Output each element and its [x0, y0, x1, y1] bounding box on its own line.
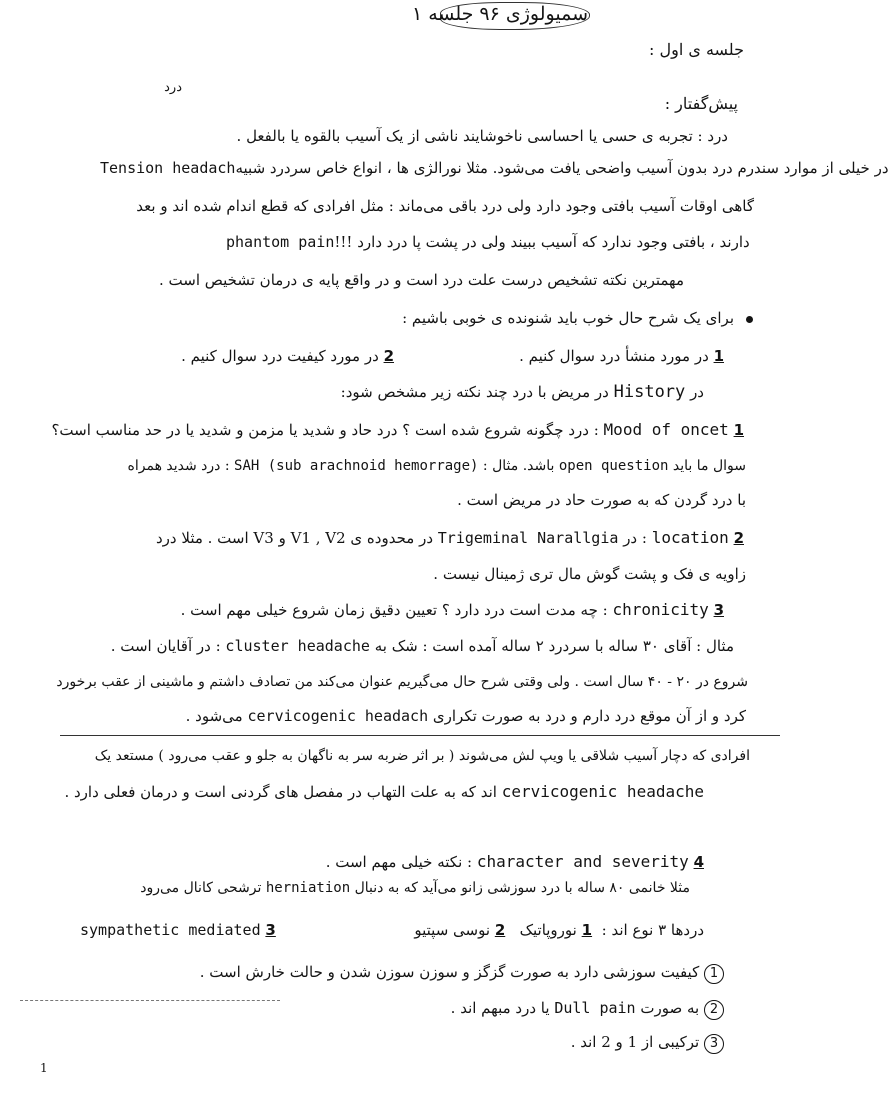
- item-mode-line-3: با درد گردن که به صورت حاد در مریض است .: [457, 491, 746, 509]
- item-chronicity-line-4: کرد و از آن موقع درد دارم و درد به صورت تکراری cervicogenic headach می‌شود .: [185, 707, 746, 725]
- subtype-1: 1 کیفیت سوزشی دارد به صورت گزگز و سوزن سوزن شدن و حالت خارش است .: [200, 962, 724, 984]
- phantom-pain-term: phantom pain: [226, 233, 335, 251]
- dashed-rule: [20, 1000, 280, 1001]
- intro-line-3: [226, 232, 750, 252]
- tension-headache-term: Tension headach: [100, 159, 236, 177]
- item-mode-of-onset: 1 Mood of oncet : درد چگونه شروع شده است ؟ درد حاد و شدید یا مزمن و شدید یا در حد مناسب است؟: [51, 420, 744, 439]
- item-chronicity-line-6: cervicogenic headache اند که به علت التهاب در مفصل های گردنی است و درمان فعلی دارد .: [64, 782, 704, 801]
- item-chronicity-line-5: افرادی که دچار آسیب شلاقی یا ویپ لش می‌شوند ( بر اثر ضربه سر به ناگهان به جلو و عقب می‌رود ) مستعد یک: [94, 748, 750, 764]
- history-option-1: 1 در مورد منشأ درد سوال کنیم .: [519, 347, 724, 365]
- intro-line-3-text: دارند ، بافتی وجود ندارد که آسیب ببیند ولی در پشت پا درد دارد !!!: [334, 233, 750, 251]
- pain-type-3: sympathetic mediated 3: [80, 921, 276, 939]
- item-character-example: مثلا خانمی ۸۰ ساله با درد سوزشی زانو می‌آید که به دنبال herniation ترشحی کانال می‌رود: [140, 880, 690, 896]
- item-location: 2 location : در Trigeminal Narallgia در محدوده ی V1 , V2 و V3 است . مثلا درد: [156, 528, 744, 547]
- item-character-severity: 4 character and severity : نکته خیلی مهم است .: [325, 852, 704, 871]
- subtype-2: 2 به صورت Dull pain یا درد مبهم اند .: [451, 998, 724, 1020]
- intro-line-1-text: در خیلی از موارد سندرم درد بدون آسیب واضحی یافت می‌شود. مثلا نورالژی ها ، انواع خاص سردرد شبیه: [235, 159, 889, 177]
- history-bullet: برای یک شرح حال خوب باید شنونده ی خوبی باشیم :: [402, 309, 734, 327]
- intro-line-1: [100, 158, 889, 178]
- subtype-3: 3 ترکیبی از 1 و 2 اند .: [571, 1032, 724, 1054]
- page-title: سمیولوژی ۹۶ جلسه ۱: [411, 3, 588, 25]
- item-mode-line-2: سوال ما باید open question باشد. مثال : SAH (sub arachnoid hemorrage) : درد شدید همراه: [127, 458, 746, 474]
- intro-line-2: گاهی اوقات آسیب بافتی وجود دارد ولی درد باقی می‌ماند : مثل افرادی که قطع اندام شده اند و بعد: [136, 197, 754, 215]
- intro-line-4: مهمترین نکته تشخیص درست علت درد است و در واقع پایه ی درمان تشخیص است .: [159, 271, 684, 289]
- history-heading: در History در مریض با درد چند نکته زیر مشخص شود:: [340, 382, 704, 402]
- intro-heading: پیش‌گفتار :: [664, 94, 738, 113]
- pain-definition: درد : تجربه ی حسی یا احساسی ناخوشایند ناشی از یک آسیب بالقوه یا بالفعل .: [236, 127, 728, 145]
- margin-mark: درد: [164, 80, 182, 95]
- history-option-2: 2 در مورد کیفیت درد سوال کنیم .: [181, 347, 394, 365]
- item-chronicity-example: مثال : آقای ۳۰ ساله با سردرد ۲ ساله آمده است : شک به cluster headache : در آقایان است .: [110, 637, 734, 655]
- session-label: جلسه ی اول :: [648, 40, 744, 59]
- page-number: 1: [40, 1061, 48, 1075]
- bullet: [746, 316, 753, 323]
- item-location-line-2: زاویه ی فک و پشت گوش مال تری ژمینال نیست .: [433, 565, 746, 583]
- item-chronicity-line-3: شروع در ۲۰ - ۴۰ سال است . ولی وقتی شرح حال می‌گیریم عنوان می‌کند من تصادف داشتم و ماشینی از عقب برخورد: [56, 674, 748, 690]
- item-chronicity: 3 chronicity : چه مدت است درد دارد ؟ تعیین دقیق زمان شروع خیلی مهم است .: [180, 600, 724, 619]
- pain-types-line: دردها ۳ نوع اند : 1 نوروپاتیک 2 نوسی سپتیو: [414, 921, 704, 939]
- divider-line: [60, 735, 780, 736]
